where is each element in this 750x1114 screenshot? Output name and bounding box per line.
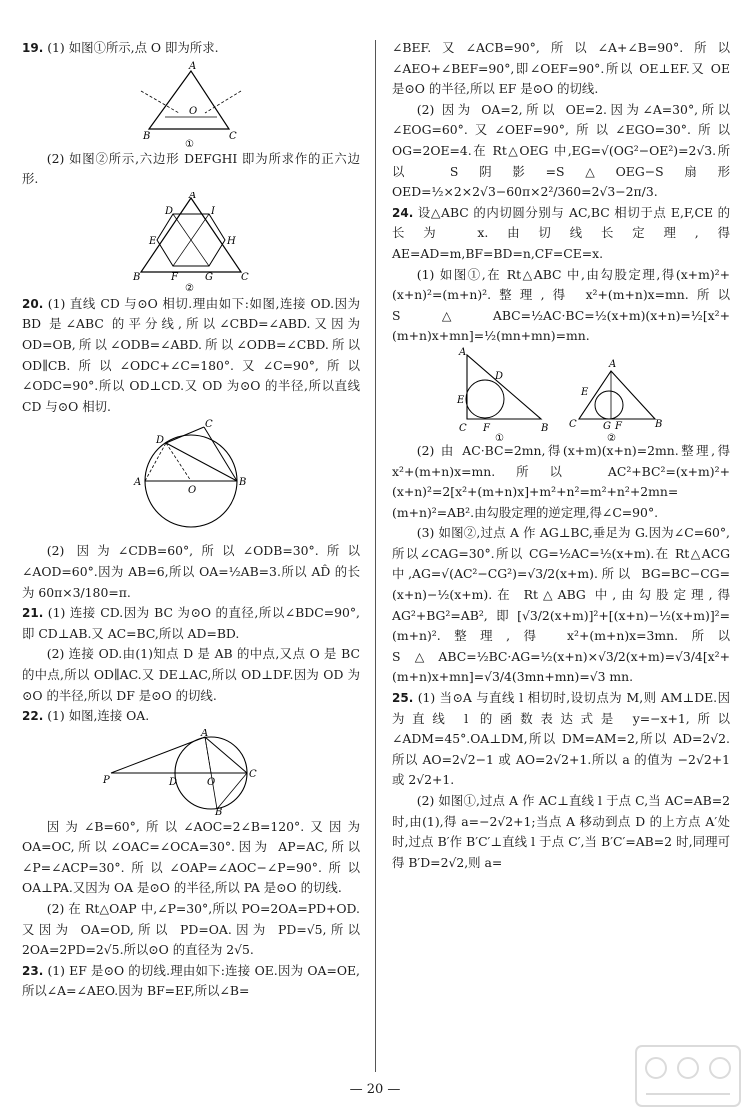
fig2-label-e: E (149, 235, 157, 247)
figure-19-1 (121, 61, 261, 147)
fig1-caption: ① (185, 138, 194, 147)
q19-part1 (22, 38, 360, 59)
q22-text-a: (1) 如图,连接 OA. (47, 708, 150, 724)
q21-part2: (2) 连接 OD.由(1)知点 D 是 AB 的中点,又点 O 是 BC 的中点,所以 OD∥AC.又 DE⊥AC,所以 OD⊥DF.因为 OD 为⊙O 的半径,所以 DF 是⊙O 的切线. (22, 646, 360, 703)
figure-24-1 (455, 347, 555, 441)
fig3-label-b: B (239, 477, 247, 489)
fig6-caption: ② (607, 432, 616, 441)
fig3-label-a: A (134, 477, 142, 489)
fig4-label-d: D (169, 776, 178, 788)
figure-20 (126, 419, 256, 539)
q24-intro (392, 203, 730, 265)
fig2-label-a: A (189, 191, 197, 201)
fig4-label-c: C (249, 768, 257, 780)
fig3-label-d: D (156, 435, 165, 447)
q22-number: 22. (22, 709, 44, 724)
fig2-label-b: B (133, 271, 141, 283)
right-column (392, 38, 730, 873)
fig2-label-g: G (205, 271, 213, 283)
fig6-label-e: E (581, 386, 589, 398)
q25-part1 (392, 688, 730, 791)
fig2-label-f: F (171, 271, 178, 283)
fig4-label-b: B (215, 806, 223, 815)
column-divider (375, 40, 376, 1072)
q19-text-a: (1) 如图①所示,点 O 即为所求. (47, 40, 219, 55)
fig3-label-o: O (188, 485, 197, 497)
fig6-label-f: F (615, 420, 622, 432)
q23-text-a: (1) EF 是⊙O 的切线.理由如下:连接 OE.因为 OA=OE,所以∠A=∠AEO.因为 BF=EF,所以∠B= (22, 962, 360, 999)
watermark-logo (634, 1044, 742, 1108)
fig5-label-c: C (459, 422, 467, 434)
left-column (22, 38, 360, 1002)
fig5-label-d: D (495, 370, 504, 382)
q25-part2: (2) 如图①,过点 A 作 AC⊥直线 l 于点 C,当 AC=AB=2 时,由(1),得 a=−2√2+1;当点 A 移动到点 D 的上方点 A′处时,过点 B′作 B′C′⊥直线 l 于点 C′,当 B′C′=AB=2 时,同理可得 B′D=2√2,则 a= (392, 793, 730, 870)
q24-part3: (3) 如图②,过点 A 作 AG⊥BC,垂足为 G.因为∠C=60°,所以∠CAG=30°.所以 CG=½AC=½(x+m).在 Rt△ACG 中,AG=√(AC²−CG²)=√3/2(x+m).所以 BG=BC−CG=(x+n)−½(x+m).在 Rt△ABG 中,由勾股定理,得 AG²+BG²=AB²,即[√3/2(x+m)]²+[(x+n)−½(x+m)]²=(m+n)².整理,得 x²+(m+n)x=3mn.所以 S△ABC=½BC·AG=½(x+n)×√3/2(x+m)=√3/4[x²+(m+n)x+mn]=√3/4(3mn+mn)=√3 mn. (392, 525, 730, 685)
q24-part1: (1) 如图①,在 Rt△ABC 中,由勾股定理,得(x+m)²+(x+n)²=(m+n)².整理,得 x²+(m+n)x=mn.所以 S△ABC=½AC·BC=½(x+m)(x+n)=½[x²+(m+n)x+mn]=½(mn+mn)=mn. (392, 266, 730, 344)
q19-number: 19. (22, 41, 44, 55)
q20-part1 (22, 294, 360, 418)
q23-continued: ∠BEF.又∠ACB=90°,所以∠A+∠B=90°.所以∠AEO+∠BEF=90°,即∠OEF=90°.所以 OE⊥EF.又 OE 是⊙O 的半径,所以 EF 是⊙O 的切线. (392, 40, 730, 97)
fig5-label-e: E (457, 394, 465, 406)
fig5-caption: ① (495, 432, 504, 441)
fig4-label-p: P (103, 774, 110, 786)
q20-text-a: (1) 直线 CD 与⊙O 相切.理由如下:如图,连接 OD.因为 BD 是∠ABC 的平分线,所以∠CBD=∠ABD.又因为 OD=OB,所以∠ODB=∠ABD.所以∠ODB=∠CBD.所以 OD∥CB.所以∠ODC+∠C=180°.又∠C=90°,所以∠ODC=90°.所以 OD⊥CD.又 OD 为⊙O 的半径,所以直线 CD 与⊙O 相切. (22, 295, 360, 414)
page-number: — 20 — (349, 1082, 401, 1097)
q25-number: 25. (392, 691, 414, 706)
fig1-label-c: C (229, 130, 237, 142)
fig4-label-o: O (207, 776, 216, 788)
q21-part1 (22, 603, 360, 644)
figure-24-group (392, 347, 730, 441)
fig3-label-c: C (205, 419, 213, 431)
fig2-label-c: C (241, 271, 249, 283)
q19-part2: (2) 如图②所示,六边形 DEFGHI 即为所求作的正六边形. (22, 150, 360, 187)
fig6-label-c: C (569, 418, 577, 430)
q23-part1 (22, 961, 360, 1002)
figure-24-2 (567, 347, 667, 441)
q24-number: 24. (392, 205, 414, 220)
fig5-label-a: A (459, 346, 467, 358)
fig1-label-b: B (143, 130, 151, 142)
q20-part2: (2) 因为∠CDB=60°,所以∠ODB=30°.所以∠AOD=60°.因为 AB=6,所以 OA=½AB=3.所以 AD̂ 的长为 60π×3/180=π. (22, 543, 360, 600)
fig2-label-d: D (165, 205, 174, 217)
fig2-label-i: I (211, 205, 215, 217)
q24-text-a: 设△ABC 的内切圆分别与 AC,BC 相切于点 E,F,CE 的长为 x.由切线长定理,得 AE=AD=m,BF=BD=n,CF=CE=x. (392, 204, 730, 261)
q21-number: 21. (22, 606, 44, 621)
fig5-label-f: F (483, 422, 490, 434)
fig2-label-h: H (227, 235, 236, 247)
fig5-label-b: B (541, 422, 549, 434)
fig2-caption: ② (185, 282, 194, 292)
q22-part3: (2) 在 Rt△OAP 中,∠P=30°,所以 PO=2OA=PD+OD.又因为 OA=OD,所以 PD=OA.因为 PD=√5,所以 2OA=2PD=2√5.所以⊙O 的直径为 2√5. (22, 901, 360, 958)
q25-text-a: (1) 当⊙A 与直线 l 相切时,设切点为 M,则 AM⊥DE.因为直线 l 的函数表达式是 y=−x+1,所以∠ADM=45°.OA⊥DM,所以 DM=AM=2,所以 AD=2√2.所以 AO=2√2−1 或 AO=2√2+1.所以 a 的值为 −2√2+1 或 2√2+1. (392, 690, 730, 788)
q23-number: 23. (22, 963, 44, 978)
q24-part2: (2) 由 AC·BC=2mn,得(x+m)(x+n)=2mn.整理,得 x²+(m+n)x=mn.所以 AC²+BC²=(x+m)²+(x+n)²=2[x²+(m+n)x]+m²+n²=m²+n²+2mn=(m+n)²=AB².由勾股定理的逆定理,得∠C=90°. (392, 442, 730, 520)
fig6-label-a: A (609, 358, 617, 370)
q21-text-a: (1) 连接 CD.因为 BC 为⊙O 的直径,所以∠BDC=90°,即 CD⊥AB.又 AC=BC,所以 AD=BD. (22, 605, 360, 641)
fig4-label-a: A (201, 728, 209, 739)
figure-22 (101, 729, 281, 815)
q22-part1 (22, 706, 360, 727)
q20-number: 20. (22, 296, 44, 311)
fig6-label-b: B (655, 418, 663, 430)
fig1-label-a: A (189, 60, 197, 72)
figure-19-2 (121, 192, 261, 292)
q22-part2: 因为∠B=60°,所以∠AOC=2∠B=120°.又因为 OA=OC,所以∠OAC=∠OCA=30°.因为 AP=AC,所以∠P=∠ACP=30°.所以∠OAP=∠AOC−∠P=90°.所以 OA⊥PA.又因为 OA 是⊙O 的半径,所以 PA 是⊙O 的切线. (22, 818, 360, 896)
fig1-label-o: O (189, 105, 198, 117)
fig6-label-g: G (603, 420, 611, 432)
q23-part2: (2) 因为 OA=2,所以 OE=2.因为∠A=30°,所以∠EOG=60°.又∠OEF=90°,所以∠EGO=30°.所以 OG=2OE=4.在 Rt△OEG 中,EG=√(OG²−OE²)=2√3.所以 S阴影=S△OEG−S扇形OED=½×2×2√3−60π×2²/360=2√3−2π/3. (392, 101, 730, 200)
